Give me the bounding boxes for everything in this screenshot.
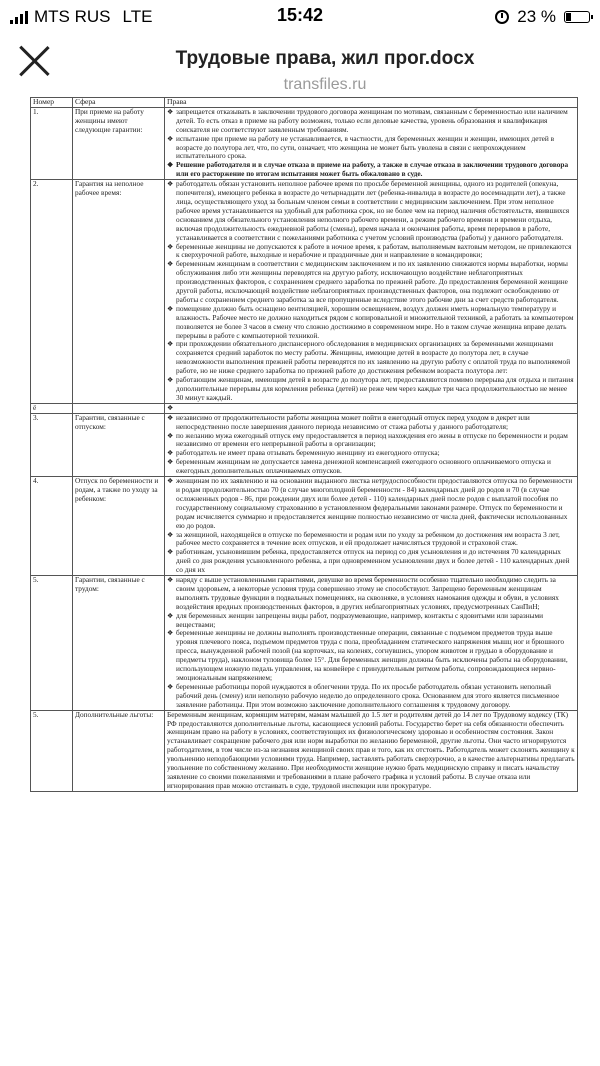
rights-item: ❖ беременным женщинам в соответствии с медицинским заключением и по их заявлению снижаются нормы выработки, нормы обслуживания либо эти женщины переводятся на другую работу, исключающую воздействие неблагоприятных производственных факторов, с сохранением среднего заработка по прежней работе. До предоставления беременной женщине другой работы, исключающей воздействие неблагоприятных производственных факторов, она подлежит освобождению от работы с сохранением среднего заработка за все пропущенные вследствие этого рабочие дни за счет средств работодателя. xyxy=(167,260,575,305)
row-rights xyxy=(165,710,578,791)
rights-item: ❖ беременные работницы порой нуждаются в облегчении труда. По их просьбе работодатель обязан установить неполный рабочий день (смену) или неполную рабочую неделю до определенного срока. Основанием для этого является письменное заявление работницы. При этом возможно заключение дополнительного соглашения к трудовому договору. xyxy=(167,683,575,710)
row-rights xyxy=(165,413,578,476)
status-right xyxy=(495,7,590,27)
row-rights xyxy=(165,576,578,711)
rights-item: ❖ Решение работодателя и в случае отказа в приеме на работу, а также в случае отказа в заключении трудового договора или его расторжение по итогам испытания может быть обжаловано в суде. xyxy=(167,161,575,179)
row-number: ё xyxy=(31,403,73,413)
rights-item: ❖ запрещается отказывать в заключении трудового договора женщинам по мотивам, связанным с беременностью или наличием детей. То есть отказ в приеме на работу возможен, только если деловые качества, уровень образования и квалификация соискателя не соответствуют заявленным требованиям. xyxy=(167,108,575,135)
row-rights xyxy=(165,477,578,576)
status-bar xyxy=(0,0,600,34)
rights-item: ❖ работающим женщинам, имеющим детей в возрасте до полутора лет, предоставляются помимо перерыва для отдыха и питания дополнительные перерывы для кормления ребенка (детей) не реже чем через каждые три часа продолжительностью не менее 30 минут каждый. xyxy=(167,376,575,403)
network-label: LTE xyxy=(122,7,153,26)
rights-item: ❖ беременным женщинам не допускается замена денежной компенсацией ежегодного основного оплачиваемого отпуска и ежегодных дополнительных оплачиваемых отпусков. xyxy=(167,458,575,476)
table-row xyxy=(31,576,578,711)
row-sphere: Гарантии, связанные с отпуском: xyxy=(73,413,165,476)
row-number: 3. xyxy=(31,413,73,476)
row-rights xyxy=(165,107,578,179)
row-sphere: Отпуск по беременности и родам, а также по уходу за ребенком: xyxy=(73,477,165,576)
table-row xyxy=(31,107,578,179)
battery-icon xyxy=(564,11,590,23)
document-title: Трудовые права, жил прог.docx xyxy=(175,48,475,69)
row-sphere xyxy=(73,403,165,413)
rights-item: ❖ испытание при приеме на работу не устанавливается, в частности, для беременных женщин и женщин, имеющих детей в возрасте до полутора лет, что, по сути, означает, что женщина не может быть уволена в связи с непрохождением испытательного срока. xyxy=(167,135,575,162)
table-header-row xyxy=(31,98,578,108)
rights-item: ❖ работодатель обязан установить неполное рабочее время по просьбе беременной женщины, одного из родителей (опекуна, попечителя), имеющего ребенка в возрасте до четырнадцати лет (ребенка-инвалида в возрасте до восемнадцати лет), а также лица, осуществляющего уход за больным членом семьи в соответствии с медицинским заключением. При этом неполное рабочее время устанавливается на удобный для работника срок, но не более чем на период наличия обстоятельств, явившихся основанием для обязательного установления неполного рабочего времени, а режим рабочего времени и времени отдыха, включая продолжительность ежедневной работы (смены), время начала и окончания работы, время перерывов в работе, устанавливается в соответствии с пожеланиями работника с учетом условий производства (работы) у данного работодателя. xyxy=(167,180,575,242)
table-row xyxy=(31,477,578,576)
rights-item: ❖ беременные женщины не допускаются к работе в ночное время, к работам, выполняемым вахтовым методом, не привлекаются к сверхурочной работе, выходные и нерабочие и праздничные дни и направление в командировки; xyxy=(167,243,575,261)
close-icon[interactable] xyxy=(18,44,52,78)
row-number: 4. xyxy=(31,477,73,576)
alarm-icon xyxy=(495,10,509,24)
rights-paragraph: Беременным женщинам, кормящим матерям, мамам малышей до 1.5 лет и родителям детей до 14 лет по Трудовому кодексу (ТК) РФ предоставляются дополнительные льготы, касающиеся условий работы. Государство берет на себя обязанности обеспечить женщинам право на работу в условиях, соответствующих их физиологическому здоровью и особенностям состояния. Закон устанавливает сокращение рабочего дня или норм выработки по желанию беременной, другие льготы. Они часто игнорируются работодателем, в том числе из-за незнания женщиной своих прав и того, как их отстоять. Работодатель может склонять женщину к увольнению неподобающими условиями труда. Например, заставлять работать сверхурочно, а в качестве альтернативы предлагать увольнение по собственному желанию. При необходимости женщине нужно брать медицинскую справку и писать начальству заявление со своими пожеланиями и требованиями в плане рабочего графика и условий работы. В случае отказа или игнорирования прав можно отстаивать в суде, трудовой инспекции или прокуратуре. xyxy=(167,709,575,790)
row-number: 5. xyxy=(31,710,73,791)
table-row xyxy=(31,180,578,404)
header-sphere: Сфера xyxy=(73,98,165,108)
row-sphere: Гарантия на неполное рабочее время: xyxy=(73,180,165,404)
row-sphere: При приеме на работу женщины имеют следующие гарантии: xyxy=(73,107,165,179)
battery-percent: 23 % xyxy=(517,7,556,26)
header-rights: Права xyxy=(165,98,578,108)
row-number: 1. xyxy=(31,107,73,179)
row-number: 2. xyxy=(31,180,73,404)
rights-item: ❖ помещение должно быть оснащено вентиляцией, хорошим освещением, воздух должен иметь нормальную температуру и влажность. Рабочее место не должно находиться рядом с копировальной и множительной техникой, а работать за компьютером позволяется не более 3 часов в смену что сложно достижимо в современном мире. Но в таком случае женщина вправе делать перерывы в работе с компьютерной техникой. xyxy=(167,305,575,341)
rights-item: ❖ наряду с выше установленными гарантиями, девушке во время беременности особенно тщательно необходимо следить за своим здоровьем, а некоторые условия труда совершенно этому не способствуют. Запрещено беременным женщинам выполнять трудовые функции в подвальных помещениях, на сквозняке, в условиях намокания одежды и обуви, в условиях воздействия вредных производственных факторов, в других неблагоприятных условиях, предусмотренных СанПиН; xyxy=(167,576,575,612)
row-sphere: Дополнительные льготы: xyxy=(73,710,165,791)
rights-table xyxy=(30,97,578,792)
table-row xyxy=(31,710,578,791)
rights-item: ❖ при прохождении обязательного диспансерного обследования в медицинских организациях за беременными женщинами сохраняется средний заработок по месту работы. Женщины, имеющие детей в возрасте до полутора лет, в случае невозможности выполнения прежней работы переводятся по их заявлению на другую работу с оплатой труда по выполняемой работе, но не ниже среднего заработка по прежней работе до достижения ребенком возраста полутора лет: xyxy=(167,340,575,376)
rights-item: ❖ независимо от продолжительности работы женщина может пойти в ежегодный отпуск перед уходом в декрет или непосредственно после завершения данного периода независимо от стажа работы у данного работодателя; xyxy=(167,414,575,432)
carrier-label: MTS RUS xyxy=(34,7,111,26)
table-row xyxy=(31,403,578,413)
rights-item: ❖ по желанию мужа ежегодный отпуск ему предоставляется в период нахождения его жены в отпуске по беременности и родам независимо от времени его непрерывной работы в организации; xyxy=(167,432,575,450)
row-rights xyxy=(165,180,578,404)
document-page[interactable] xyxy=(30,97,578,1061)
clock: 15:42 xyxy=(276,5,324,25)
table-row xyxy=(31,413,578,476)
rights-item: ❖ женщинам по их заявлению и на основании выданного листка нетрудоспособности предоставляются отпуска по беременности и родам продолжительностью 70 (в случае многоплодной беременности - 84) календарных дней до родов и 70 (в случае осложненных родов - 86, при рождении двух или более детей - 110) календарных дней после родов с выплатой пособия по государственному социальному страхованию в установленном федеральными законами размере. Отпуск по беременности и родам исчисляется суммарно и предоставляется женщине полностью независимо от числа дней, фактически использованных ею до родов. xyxy=(167,477,575,530)
rights-item: ❖ беременные женщины не должны выполнять производственные операции, связанные с подъемом предметов труда выше уровня плечевого пояса, подъемом предметов труда с пола, преобладанием статического напряжения мышц ног и брюшного пресса, вынужденной рабочей позой (на корточках, на коленях, согнувшись, упором животом и грудью в оборудование и предметы труда), наклоном туловища более 15°. Для беременных женщин должны быть исключены работы на оборудовании, использующем ножную педаль управления, на конвейере с принудительным ритмом работы, сопровождающиеся нервно-эмоциональным напряжением; xyxy=(167,629,575,682)
row-rights xyxy=(165,403,578,413)
header-number: Номер xyxy=(31,98,73,108)
rights-item: ❖ работодатель не имеет права отзывать беременную женщину из ежегодного отпуска; xyxy=(167,449,575,458)
row-number: 5. xyxy=(31,576,73,711)
viewer-header xyxy=(0,34,600,96)
rights-item: ❖ за женщиной, находящейся в отпуске по беременности и родам или по уходу за ребенком до достижения им возраста 3 лет, рабочее место сохраняется в течение всех отпусков, и ей продолжает начисляться трудовой и страховой стаж. xyxy=(167,531,575,549)
row-sphere: Гарантии, связанные с трудом: xyxy=(73,576,165,711)
rights-item: ❖ для беременных женщин запрещены виды работ, подразумевающие, например, контакты с ядовитыми или заразными веществами; xyxy=(167,612,575,630)
source-domain: transfiles.ru xyxy=(283,76,367,93)
rights-item: ❖ работникам, усыновившим ребенка, предоставляется отпуск на период со дня усыновления и до истечения 70 календарных дней со дня рождения усыновленного ребенка, а при одновременном усыновлении двух и более детей - 110 календарных дней со дня их xyxy=(167,548,575,575)
